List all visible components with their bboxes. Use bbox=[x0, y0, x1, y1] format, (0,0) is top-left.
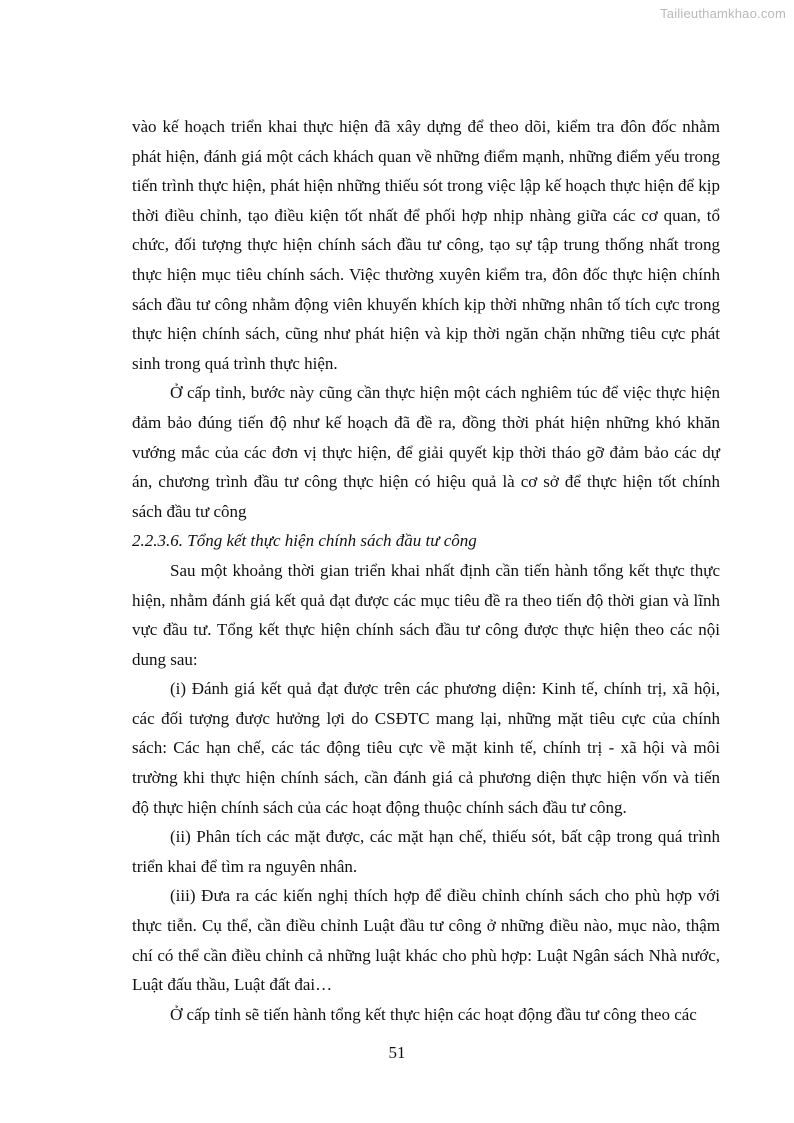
list-item-iii: (iii) Đưa ra các kiến nghị thích hợp để điều chỉnh chính sách cho phù hợp với thực tiễn. Cụ thể, cần điều chỉnh Luật đầu tư công ở những điều nào, mục nào, thậm chí có thể cần điều chỉnh cả những luật khác cho phù hợp: Luật Ngân sách Nhà nước, Luật đấu thầu, Luật đất đai… bbox=[132, 886, 720, 995]
paragraph-provincial-summary: Ở cấp tỉnh sẽ tiến hành tổng kết thực hiện các hoạt động đầu tư công theo các bbox=[170, 1004, 697, 1024]
page-number: 51 bbox=[388, 1043, 406, 1062]
section-heading: 2.2.3.6. Tổng kết thực hiện chính sách đầu tư công bbox=[132, 531, 477, 551]
paragraph-continuation: vào kế hoạch triển khai thực hiện đã xây dựng để theo dõi, kiểm tra đôn đốc nhằm phát hiện, đánh giá một cách khách quan về những điểm mạnh, những điểm yếu trong tiến trình thực hiện, phát hiện những thiếu sót trong việc lập kế hoạch thực hiện để kịp thời điều chỉnh, tạo điều kiện tốt nhất để phối hợp nhịp nhàng giữa các cơ quan, tổ chức, đối tượng thực hiện chính sách đầu tư công, tạo sự tập trung thống nhất trong thực hiện mục tiêu chính sách. Việc thường xuyên kiểm tra, đôn đốc thực hiện chính sách đầu tư công nhằm động viên khuyến khích kịp thời những nhân tố tích cực trong thực hiện chính sách, cũng như phát hiện và kịp thời ngăn chặn những tiêu cực phát sinh trong quá trình thực hiện. bbox=[132, 117, 720, 373]
paragraph-summary-intro: Sau một khoảng thời gian triển khai nhất định cần tiến hành tổng kết thực thực hiện, nhằm đánh giá kết quả đạt được các mục tiêu đề ra theo tiến độ thời gian và lĩnh vực đầu tư. Tổng kết thực hiện chính sách đầu tư công được thực hiện theo các nội dung sau: bbox=[132, 560, 720, 669]
paragraph-provincial-level: Ở cấp tỉnh, bước này cũng cần thực hiện một cách nghiêm túc để việc thực hiện đảm bảo đúng tiến độ như kế hoạch đã đề ra, đồng thời phát hiện những khó khăn vướng mắc của các đơn vị thực hiện, để giải quyết kịp thời tháo gỡ đảm bảo các dự án, chương trình đầu tư công thực hiện có hiệu quả là cơ sở để thực hiện tốt chính sách đầu tư công bbox=[132, 383, 720, 521]
list-item-ii: (ii) Phân tích các mặt được, các mặt hạn chế, thiếu sót, bất cập trong quá trình triển khai để tìm ra nguyên nhân. bbox=[132, 827, 720, 876]
document-body bbox=[132, 112, 720, 1029]
list-item-i: (i) Đánh giá kết quả đạt được trên các phương diện: Kinh tế, chính trị, xã hội, các đối tượng được hưởng lợi do CSĐTC mang lại, những mặt tiêu cực của chính sách: Các hạn chế, các tác động tiêu cực về mặt kinh tế, chính trị - xã hội và môi trường khi thực hiện chính sách, cần đánh giá cả phương diện thực hiện vốn và tiến độ thực hiện chính sách của các hoạt động thuộc chính sách đầu tư công. bbox=[132, 679, 720, 817]
watermark-text: Tailieuthamkhao.com bbox=[660, 6, 786, 21]
